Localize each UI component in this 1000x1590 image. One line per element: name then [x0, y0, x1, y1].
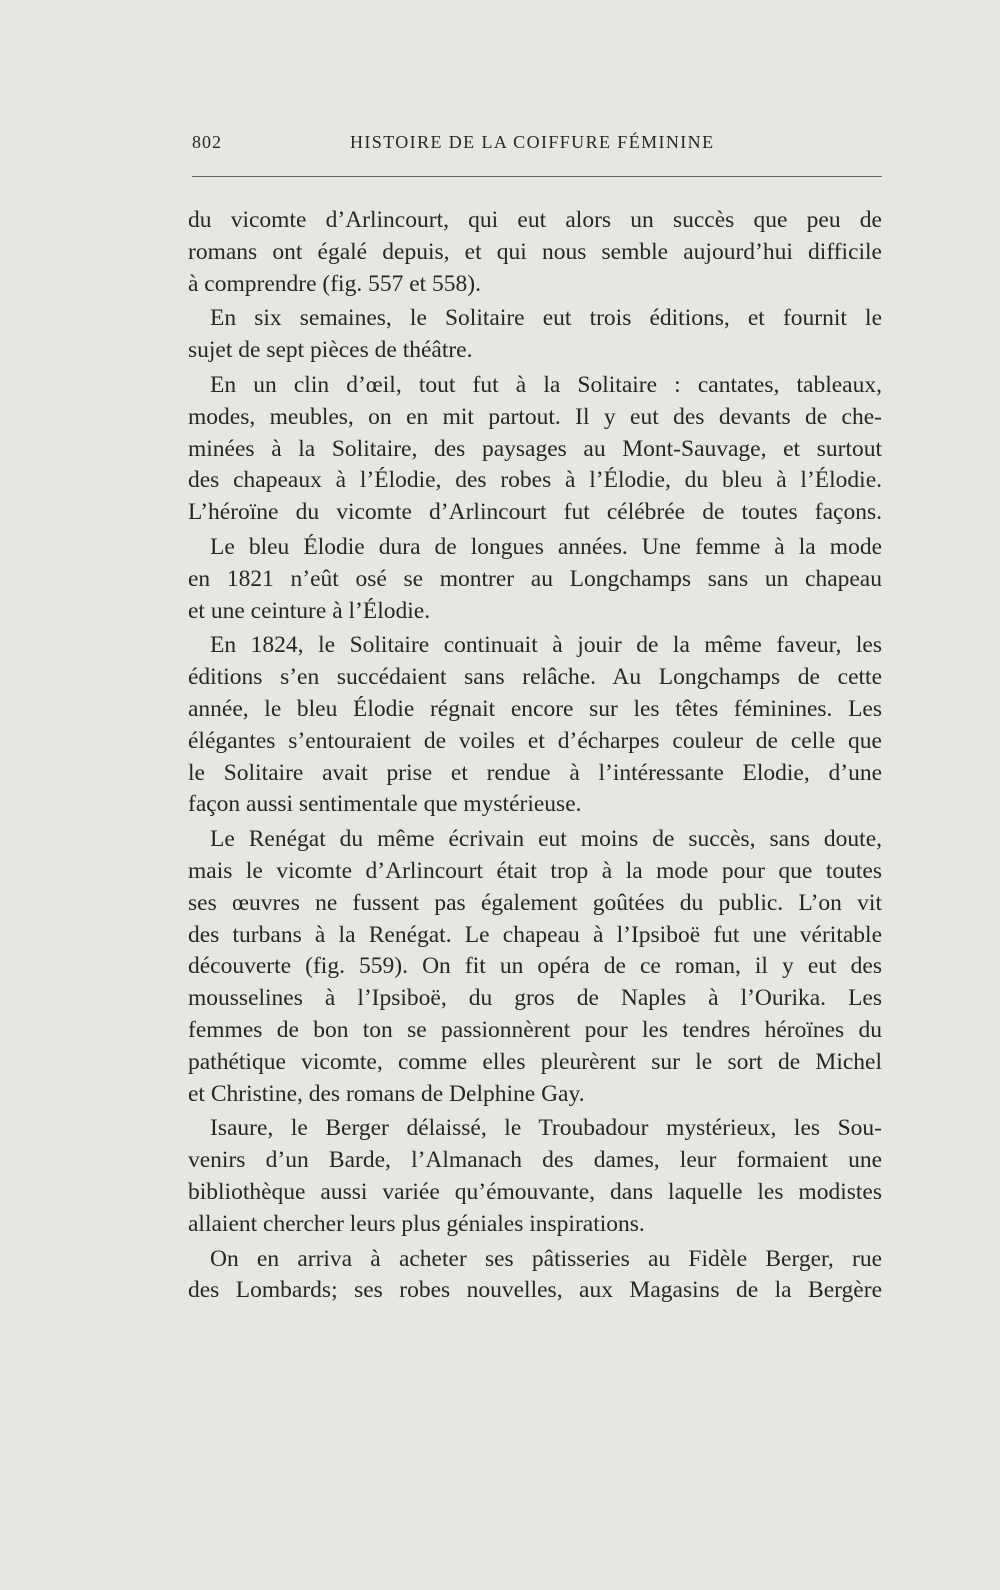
- page-number: 802: [192, 132, 222, 152]
- text-line: On en arriva à acheter ses pâtisseries au Fidèle Berger, rue: [210, 1245, 882, 1272]
- text-line: L’héroïne du vicomte d’Arlincourt fut célébrée de toutes façons.: [188, 499, 882, 526]
- text-line: modes, meubles, on en mit partout. Il y eut des devants de che-: [188, 403, 882, 430]
- text-line: ses œuvres ne fussent pas également goûtées du public. L’on vit: [188, 889, 882, 916]
- text-line: à comprendre (fig. 557 et 558).: [188, 270, 481, 297]
- text-line: femmes de bon ton se passionnèrent pour les tendres héroïnes du: [188, 1016, 882, 1043]
- header-rule: [192, 176, 882, 177]
- text-line: romans ont égalé depuis, et qui nous semble aujourd’hui difficile: [188, 238, 882, 265]
- text-line: Le bleu Élodie dura de longues années. Une femme à la mode: [210, 533, 882, 560]
- text-line: éditions s’en succédaient sans relâche. Au Longchamps de cette: [188, 664, 882, 691]
- text-line: des chapeaux à l’Élodie, des robes à l’Élodie, du bleu à l’Élodie.: [188, 467, 882, 494]
- body-text: [188, 205, 882, 1307]
- text-line: découverte (fig. 559). On fit un opéra de ce roman, il y eut des: [188, 953, 882, 980]
- text-line: en 1821 n’eût osé se montrer au Longchamps sans un chapeau: [188, 565, 882, 592]
- text-line: façon aussi sentimentale que mystérieuse.: [188, 791, 582, 818]
- text-line: En 1824, le Solitaire continuait à jouir de la même faveur, les: [210, 632, 882, 659]
- text-line: élégantes s’entouraient de voiles et d’écharpes couleur de celle que: [188, 727, 882, 754]
- text-line: pathétique vicomte, comme elles pleurèrent sur le sort de Michel: [188, 1048, 882, 1075]
- text-line: En six semaines, le Solitaire eut trois éditions, et fournit le: [210, 305, 882, 332]
- text-line: des turbans à la Renégat. Le chapeau à l’Ipsiboë fut une véritable: [188, 921, 882, 948]
- text-line: mais le vicomte d’Arlincourt était trop à la mode pour que toutes: [188, 857, 882, 884]
- text-line: Le Renégat du même écrivain eut moins de succès, sans doute,: [210, 826, 882, 853]
- text-line: année, le bleu Élodie régnait encore sur les têtes féminines. Les: [188, 695, 882, 722]
- text-line: sujet de sept pièces de théâtre.: [188, 337, 473, 364]
- header-title: HISTOIRE DE LA COIFFURE FÉMININE: [350, 132, 715, 152]
- text-line: et une ceinture à l’Élodie.: [188, 597, 431, 624]
- text-line: En un clin d’œil, tout fut à la Solitaire : cantates, tableaux,: [210, 371, 882, 398]
- text-line: venirs d’un Barde, l’Almanach des dames, leur formaient une: [188, 1147, 882, 1174]
- running-head: [192, 132, 880, 162]
- text-line: minées à la Solitaire, des paysages au Mont-Sauvage, et surtout: [188, 435, 882, 462]
- text-line: Isaure, le Berger délaissé, le Troubadour mystérieux, les Sou-: [210, 1115, 882, 1142]
- text-line: et Christine, des romans de Delphine Gay.: [188, 1080, 585, 1107]
- text-line: allaient chercher leurs plus géniales inspirations.: [188, 1210, 645, 1237]
- text-line: bibliothèque aussi variée qu’émouvante, dans laquelle les modistes: [188, 1178, 882, 1205]
- text-line: des Lombards; ses robes nouvelles, aux Magasins de la Bergère: [188, 1277, 882, 1304]
- text-line: du vicomte d’Arlincourt, qui eut alors un succès que peu de: [188, 207, 882, 233]
- text-line: le Solitaire avait prise et rendue à l’intéressante Elodie, d’une: [188, 759, 882, 786]
- text-line: mousselines à l’Ipsiboë, du gros de Naples à l’Ourika. Les: [188, 985, 882, 1012]
